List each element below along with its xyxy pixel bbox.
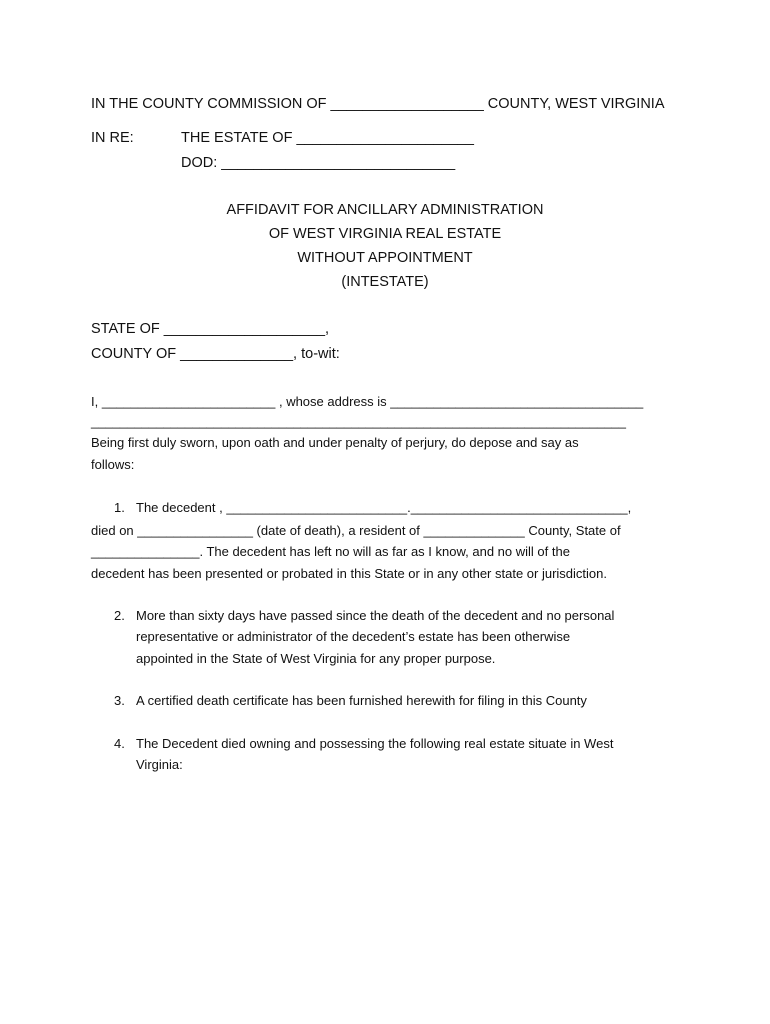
item-2-line-1: More than sixty days have passed since the death of the decedent and no personal (136, 608, 615, 623)
document-title-line-2: OF WEST VIRGINIA REAL ESTATE (268, 226, 502, 242)
state-of-line: STATE OF ____________________, (91, 321, 330, 337)
item-number: 2. (114, 608, 125, 623)
item-2-line-2: representative or administrator of the decedent’s estate has been otherwise (136, 629, 571, 644)
item-1-line-4: decedent has been presented or probated in this State or in any other state or jurisdiction. (91, 566, 607, 581)
in-re-label: IN RE: (91, 130, 134, 146)
item-1-line-2: died on ________________ (date of death), a resident of ______________ County, State of (91, 523, 621, 538)
item-1-line-3: _______________. The decedent has left no will as far as I know, and no will of the (91, 544, 570, 559)
estate-of-line: THE ESTATE OF ______________________ (181, 130, 474, 146)
document-title-line-1: AFFIDAVIT FOR ANCILLARY ADMINISTRATION (226, 202, 544, 218)
item-2-line-3: appointed in the State of West Virginia for any proper purpose. (136, 651, 496, 666)
item-4-line-2: Virginia: (136, 757, 183, 772)
date-of-death-line: DOD: _____________________________ (181, 155, 456, 171)
county-commission-heading: IN THE COUNTY COMMISSION OF ___________________ COUNTY, WEST VIRGINIA (91, 96, 665, 112)
county-of-line: COUNTY OF ______________, to-wit: (91, 346, 340, 362)
address-continuation-line: __________________________________________________________________________ (91, 414, 627, 429)
document-title-line-3: WITHOUT APPOINTMENT (297, 250, 473, 266)
item-number: 1. (114, 500, 125, 515)
sworn-statement-line-2: follows: (91, 457, 135, 472)
item-number: 4. (114, 736, 125, 751)
affiant-name-address-line: I, ________________________ , whose address is ___________________________________ (91, 394, 644, 409)
item-number: 3. (114, 693, 125, 708)
item-1-line-1: The decedent , _________________________.______________________________, (136, 500, 632, 515)
document-title-line-4: (INTESTATE) (341, 274, 429, 290)
sworn-statement-line-1: Being first duly sworn, upon oath and under penalty of perjury, do depose and say as (91, 435, 579, 450)
item-4-line-1: The Decedent died owning and possessing the following real estate situate in West (136, 736, 614, 751)
item-3-line-1: A certified death certificate has been furnished herewith for filing in this County (136, 693, 587, 708)
